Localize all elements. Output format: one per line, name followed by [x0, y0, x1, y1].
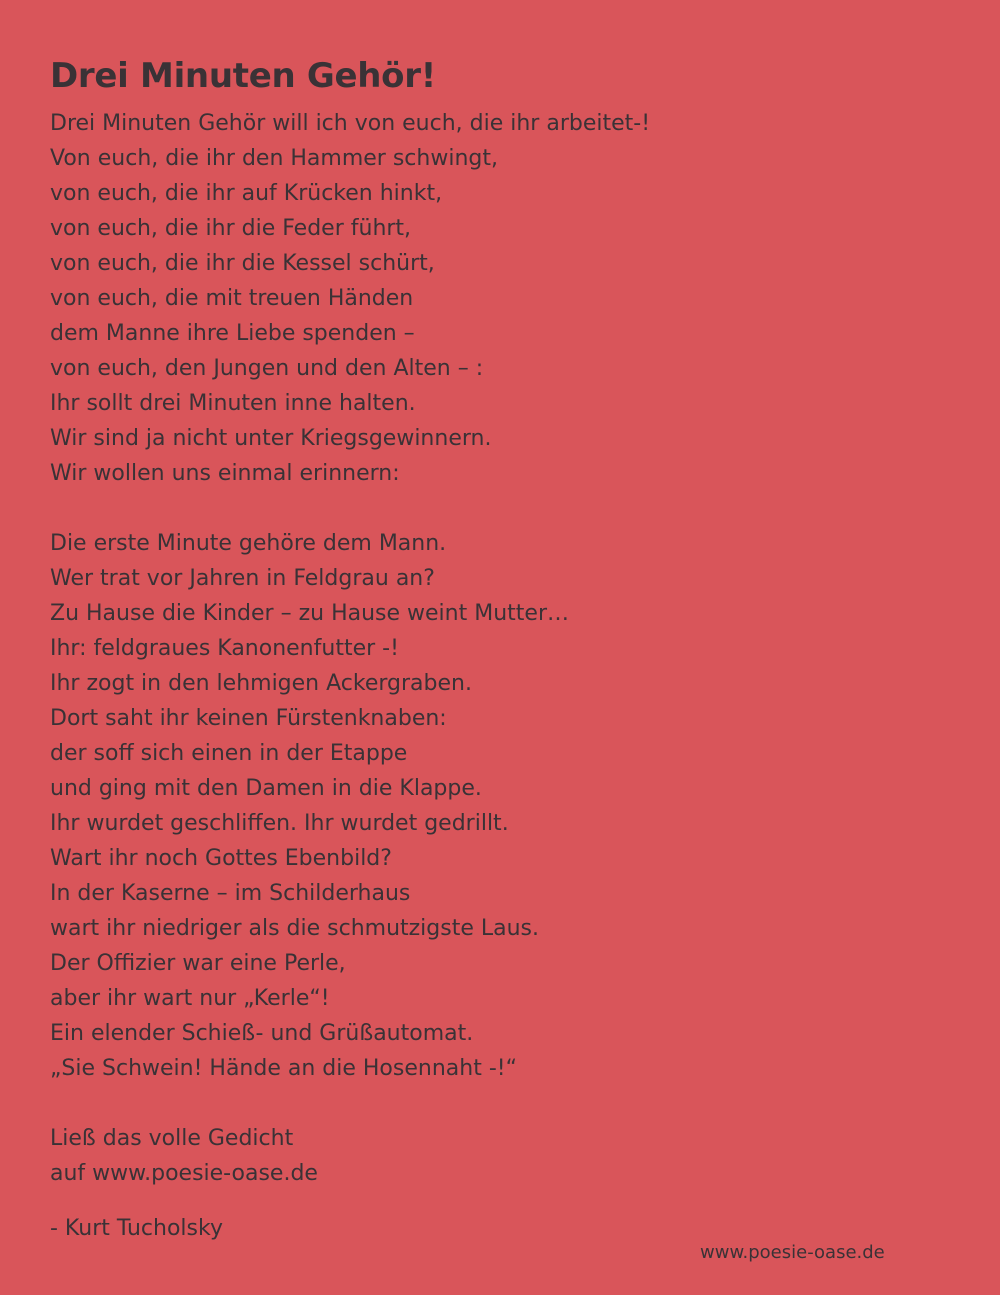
poem-line: Die erste Minute gehöre dem Mann.: [50, 531, 447, 556]
poem-line: Dort saht ihr keinen Fürstenknaben:: [50, 706, 447, 731]
full-poem-note: [50, 1121, 950, 1191]
poem-line: Wart ihr noch Gottes Ebenbild?: [50, 846, 392, 871]
poem-line: Drei Minuten Gehör will ich von euch, die ihr arbeitet-!: [50, 111, 651, 136]
poem-line: Ihr zogt in den lehmigen Ackergraben.: [50, 671, 472, 696]
poem-line: Ihr wurdet geschliffen. Ihr wurdet gedrillt.: [50, 811, 509, 836]
poem-line: von euch, die mit treuen Händen: [50, 286, 414, 311]
stanza-1: [50, 106, 950, 491]
poem-line: „Sie Schwein! Hände an die Hosennaht -!“: [50, 1056, 517, 1081]
poem-line: Ihr sollt drei Minuten inne halten.: [50, 391, 416, 416]
poem-line: dem Manne ihre Liebe spenden –: [50, 321, 415, 346]
note-line: auf www.poesie-oase.de: [50, 1161, 318, 1186]
poem-line: Wir sind ja nicht unter Kriegsgewinnern.: [50, 426, 492, 451]
poem-line: von euch, die ihr die Feder führt,: [50, 216, 412, 241]
poem-line: Zu Hause die Kinder – zu Hause weint Mutter…: [50, 601, 569, 626]
footer-url: www.poesie-oase.de: [700, 1242, 885, 1263]
stanza-2: [50, 526, 950, 1086]
poem-line: und ging mit den Damen in die Klappe.: [50, 776, 482, 801]
poem-line: wart ihr niedriger als die schmutzigste Laus.: [50, 916, 540, 941]
stanza-gap: [50, 1086, 950, 1121]
poem-line: Der Offizier war eine Perle,: [50, 951, 346, 976]
poem-line: der soff sich einen in der Etappe: [50, 741, 408, 766]
poem-line: In der Kaserne – im Schilderhaus: [50, 881, 411, 906]
poem-line: Wir wollen uns einmal erinnern:: [50, 461, 400, 486]
poem-title: Drei Minuten Gehör!: [50, 56, 436, 96]
poem-line: von euch, den Jungen und den Alten – :: [50, 356, 484, 381]
stanza-gap: [50, 491, 950, 526]
poem-line: Ihr: feldgraues Kanonenfutter -!: [50, 636, 399, 661]
poem-page: [50, 52, 950, 1246]
poem-line: von euch, die ihr die Kessel schürt,: [50, 251, 435, 276]
poem-line: von euch, die ihr auf Krücken hinkt,: [50, 181, 443, 206]
poem-line: Ein elender Schieß- und Grüßautomat.: [50, 1021, 474, 1046]
poem-line: aber ihr wart nur „Kerle“!: [50, 986, 330, 1011]
author-gap: [50, 1191, 950, 1211]
author: - Kurt Tucholsky: [50, 1216, 223, 1241]
poem-line: Wer trat vor Jahren in Feldgrau an?: [50, 566, 435, 591]
note-line: Ließ das volle Gedicht: [50, 1126, 294, 1151]
poem-line: Von euch, die ihr den Hammer schwingt,: [50, 146, 498, 171]
